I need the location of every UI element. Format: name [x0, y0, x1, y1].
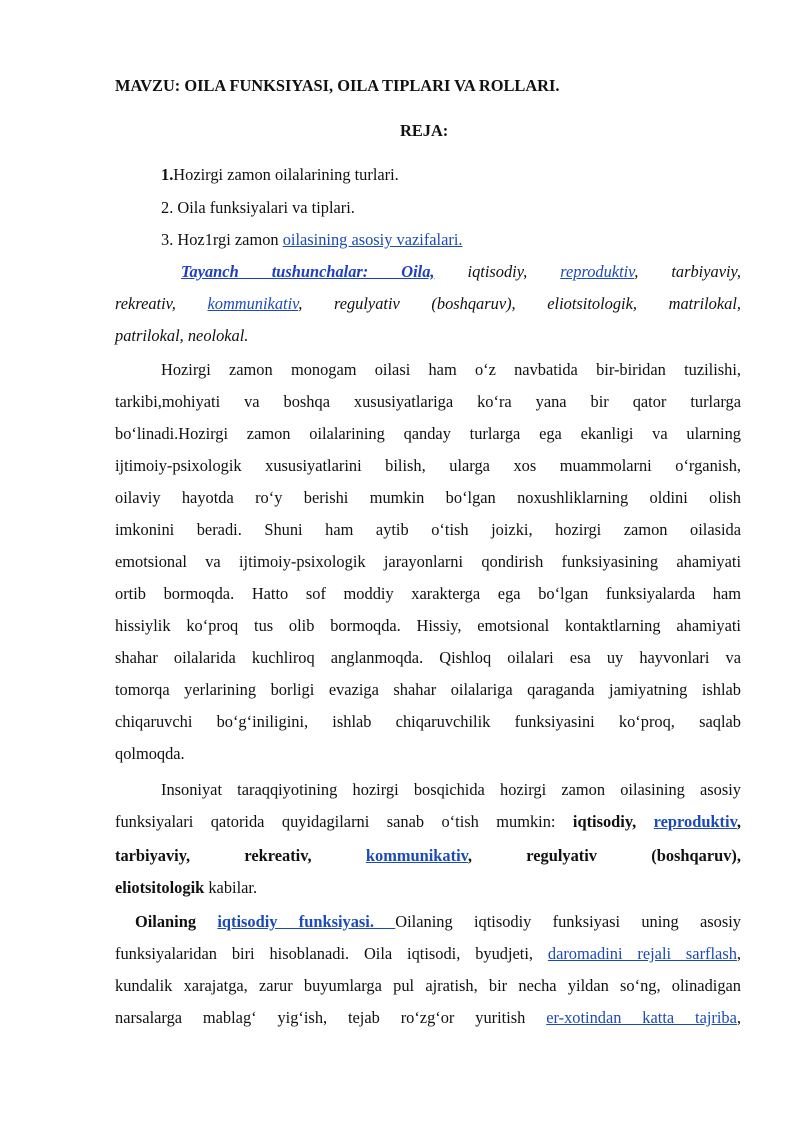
p3-text: narsalarga mablag‘ yig‘ish, tejab ro‘zg‘or yuritish — [115, 1008, 547, 1027]
keyword-link-reproduktiv[interactable]: reproduktiv — [560, 262, 635, 281]
function-link-reproduktiv[interactable]: reproduktiv — [653, 812, 737, 831]
plan-item-number: 1. — [161, 165, 174, 184]
keywords-text: iqtisodiy, — [434, 262, 561, 281]
keywords-text: , regulyativ (boshqaruv), eliotsitologik, matrilokal, — [298, 294, 742, 313]
keywords-text: , tarbiyaviy, — [634, 262, 742, 281]
p3-line-1 — [135, 912, 741, 932]
p2-bold: , — [736, 812, 741, 831]
plan-item-number: 3. — [161, 230, 178, 249]
keywords-line-3: patrilokal, neolokal. — [115, 326, 249, 345]
function-link-kommunikativ[interactable]: kommunikativ — [365, 846, 468, 865]
p3-line-2 — [115, 944, 741, 964]
keywords-line-2 — [115, 294, 741, 314]
p2-text: kabilar. — [204, 878, 258, 897]
keyword-link-kommunikativ[interactable]: kommunikativ — [207, 294, 299, 313]
economic-function-link[interactable]: iqtisodiy funksiyasi. — [217, 912, 396, 931]
p1-line: oilaviy hayotda ro‘y berishi mumkin bo‘lgan noxushliklarning oldini olish — [115, 488, 741, 507]
p3-text: funksiyalaridan biri hisoblanadi. Oila iqtisodi, byudjeti, — [115, 944, 548, 963]
p3-line-3: kundalik xarajatga, zarur buyumlarga pul ajratish, bir necha yildan so‘ng, olinadigan — [115, 976, 741, 995]
p3-text: , — [736, 944, 741, 963]
p2-line-2 — [115, 812, 741, 832]
p3-line-4 — [115, 1008, 741, 1028]
p3-bold: Oilaning — [135, 912, 218, 931]
plan-item-text: Hoz1rgi zamon — [177, 230, 283, 249]
budget-link[interactable]: daromadini rejali sarflash — [547, 944, 737, 963]
p1-line: tomorqa yerlarining borligi evaziga shahar oilalariga qaraganda jamiyatning ishlab — [115, 680, 741, 699]
keywords-line-1 — [181, 262, 741, 282]
p2-bold: iqtisodiy, — [572, 812, 654, 831]
p2-bold: eliotsitologik — [115, 878, 205, 897]
plan-item-number: 2. — [161, 198, 178, 217]
p1-line: chiqaruvchi bo‘g‘iniligini, ishlab chiqaruvchilik funksiyasini ko‘proq, saqlab — [115, 712, 741, 731]
plan-item-2 — [161, 198, 355, 218]
page-title: MAVZU: OILA FUNKSIYASI, OILA TIPLARI VA ROLLARI. — [115, 76, 560, 95]
keywords-label[interactable]: Tayanch tushunchalar: Oila, — [181, 262, 435, 281]
plan-item-text: Oila funksiyalari va tiplari. — [177, 198, 355, 217]
p3-text: Oilaning iqtisodiy funksiyasi uning asosiy — [395, 912, 741, 931]
plan-item-link[interactable]: oilasining asosiy vazifalari. — [282, 230, 463, 249]
p3-text: , — [736, 1008, 742, 1027]
p1-line: bo‘linadi.Hozirgi zamon oilalarining qanday turlarga ega ekanligi va ularning — [115, 424, 741, 443]
p2-bold: tarbiyaviy, rekreativ, — [115, 846, 366, 865]
p2-line-1: Insoniyat taraqqiyotining hozirgi bosqichida hozirgi zamon oilasining asosiy — [161, 780, 741, 799]
plan-item-text: Hozirgi zamon oilalarining turlari. — [173, 165, 399, 184]
p1-line: Hozirgi zamon monogam oilasi ham o‘z navbatida bir-biridan tuzilishi, — [161, 360, 741, 379]
p2-line-4 — [115, 878, 741, 898]
p1-line: tarkibi,mohiyati va boshqa xususiyatlariga ko‘ra yana bir qator turlarga — [115, 392, 741, 411]
p1-line: ortib bormoqda. Hatto sof moddiy xarakterga ega bo‘lgan funksiyalarda ham — [115, 584, 741, 603]
plan-item-3 — [161, 230, 463, 250]
p1-line: ijtimoiy-psixologik xususiyatlarini bilish, ularga xos muammolarni o‘rganish, — [115, 456, 741, 475]
p2-bold: , regulyativ (boshqaruv), — [467, 846, 741, 865]
plan-item-1 — [161, 165, 399, 185]
p1-line: hissiylik ko‘proq tus olib bormoqda. Hissiy, emotsional kontaktlarning ahamiyati — [115, 616, 741, 635]
p1-line: emotsional va ijtimoiy-psixologik jarayonlarni qondirish funksiyasining ahamiyati — [115, 552, 741, 571]
p1-line: qolmoqda. — [115, 744, 185, 763]
p2-line-3 — [115, 846, 741, 866]
experience-link[interactable]: er-xotindan katta tajriba — [546, 1008, 737, 1027]
p2-text: funksiyalari qatorida quyidagilarni sanab o‘tish mumkin: — [115, 812, 573, 831]
plan-heading: REJA: — [400, 121, 449, 140]
keywords-text: rekreativ, — [115, 294, 208, 313]
p1-line: imkonini beradi. Shuni ham aytib o‘tish joizki, hozirgi zamon oilasida — [115, 520, 741, 539]
p1-line: shahar oilalarida kuchliroq anglanmoqda. Qishloq oilalari esa uy hayvonlari va — [115, 648, 741, 667]
